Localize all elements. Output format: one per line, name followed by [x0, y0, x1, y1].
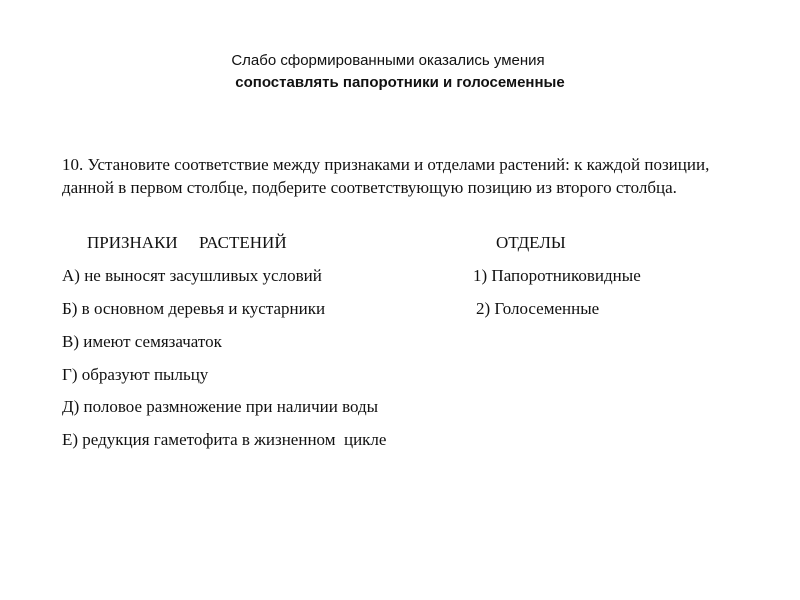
feature-item-b: Б) в основном деревья и кустарники	[62, 299, 326, 318]
heading-line-2: сопоставлять папоротники и голосеменные	[235, 74, 565, 91]
feature-item-v: В) имеют семязачаток	[62, 332, 222, 351]
question-text: 10. Установите соответствие между признаками и отделами растений: к каждой позиции, данной в первом столбце, подберите соответствующую позицию из второго столбца.	[62, 155, 710, 197]
feature-item-d: Д) половое размножение при наличии воды	[62, 397, 379, 416]
heading-line-1: Слабо сформированными оказались умения	[231, 52, 545, 69]
features-column-header: ПРИЗНАКИ РАСТЕНИЙ	[87, 233, 287, 252]
feature-item-g: Г) образуют пыльцу	[62, 365, 209, 384]
feature-item-e: Е) редукция гаметофита в жизненном цикле	[62, 430, 387, 449]
division-item-1: 1) Папоротниковидные	[473, 266, 641, 285]
feature-item-a: А) не выносят засушливых условий	[62, 266, 322, 285]
division-item-2: 2) Голосеменные	[476, 299, 600, 318]
divisions-column-header: ОТДЕЛЫ	[496, 233, 566, 252]
